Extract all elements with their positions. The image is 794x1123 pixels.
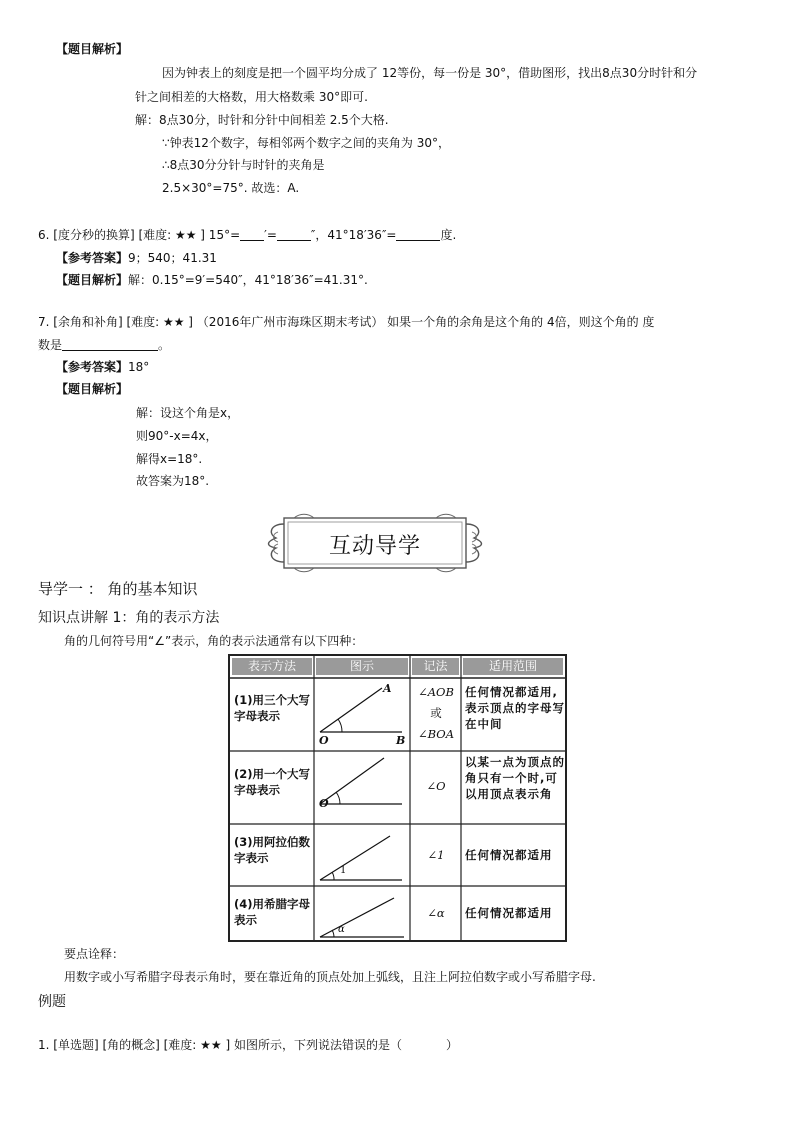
point-label: A <box>383 682 392 695</box>
example-heading: 例题 <box>38 994 66 1010</box>
question-analysis <box>56 271 368 288</box>
angle-diagram-3 <box>320 836 402 880</box>
question-text: 。 <box>158 338 171 352</box>
section-banner <box>264 512 486 574</box>
angle-diagram-2 <box>320 758 402 804</box>
notation-cell: ∠α <box>427 906 445 920</box>
analysis-line: 因为钟表上的刻度是把一个圆平均分成了 12等份，每一份是 30°，借助图形，找出8点30分时针和分 <box>162 66 698 80</box>
method-cell: (3)用阿拉伯数字表示 <box>234 835 311 865</box>
analysis-label: 【题目解析】 <box>56 42 129 56</box>
reference-answer <box>56 249 217 266</box>
answer-blank[interactable] <box>277 228 311 241</box>
question-7: 7. [余角和补角] [难度: ★★ ] （2016年广州市海珠区期末考试） 如果一个角的余角是这个角的 4倍，则这个角的 度 <box>38 315 655 329</box>
column-header: 记法 <box>412 658 459 675</box>
notation-cell: ∠BOA <box>417 727 455 741</box>
key-point-text: 用数字或小写希腊字母表示角时，要在靠近角的顶点处加上弧线，且注上阿拉伯数字或小写希腊字母. <box>64 970 596 984</box>
analysis-label: 【题目解析】 <box>56 382 129 396</box>
notation-cell: ∠O <box>426 779 446 793</box>
column-header: 表示方法 <box>232 658 312 675</box>
column-header: 适用范围 <box>463 658 563 675</box>
question-7-cont <box>38 336 170 353</box>
question-text: 数是 <box>38 338 63 352</box>
analysis-line: 解：8点30分，时针和分针中间相差 2.5个大格. <box>135 113 389 127</box>
knowledge-point-heading: 知识点讲解 1：角的表示方法 <box>38 610 220 626</box>
notation-cell: ∠AOB <box>418 685 454 699</box>
question-text: 度. <box>440 228 457 242</box>
section-heading: 导学一 ： 角的基本知识 <box>38 580 198 598</box>
answer-value: 18° <box>128 360 150 374</box>
analysis-line: 针之间相差的大格数，用大格数乘 30°即可. <box>135 90 368 104</box>
notation-cell: 或 <box>430 706 442 720</box>
question-text: 1. [单选题] [角的概念] [难度: ★★ ] 如图所示，下列说法错误的是（ <box>38 1038 402 1052</box>
question-text: 6. [度分秒的换算] [难度: ★★ ] 15°= <box>38 228 241 242</box>
answer-blank[interactable] <box>62 338 158 351</box>
solution-line: 解得x=18°. <box>136 452 203 466</box>
angle-diagram-4 <box>320 898 404 937</box>
solution-line: 故答案为18°. <box>136 474 210 488</box>
answer-label: 【参考答案】 <box>56 360 129 374</box>
angle-notation-table <box>228 654 567 942</box>
angle-label: α <box>338 924 345 935</box>
notation-cell: ∠1 <box>427 848 445 862</box>
solution-line: 解：设这个角是x， <box>136 406 240 420</box>
question-text: ′= <box>264 228 277 242</box>
question-text: ″，41°18′36″= <box>310 228 397 242</box>
method-cell: (4)用希腊字母表示 <box>234 897 311 927</box>
analysis-label: 【题目解析】 <box>56 273 129 287</box>
point-label: O <box>319 734 329 747</box>
method-cell: (2)用一个大写字母表示 <box>234 767 311 797</box>
reference-answer <box>56 358 149 375</box>
question-1 <box>38 1036 458 1053</box>
question-text: ） <box>446 1038 459 1052</box>
usage-cell: 任何情况都适用 <box>465 848 553 862</box>
angle-label: 1 <box>340 865 347 876</box>
analysis-line: ∴8点30分分针与时针的夹角是 <box>162 158 325 172</box>
method-cell: (1)用三个大写字母表示 <box>234 693 311 723</box>
answer-blank[interactable] <box>396 228 440 241</box>
answer-label: 【参考答案】 <box>56 251 129 265</box>
point-label: O <box>319 797 329 810</box>
question-6 <box>38 226 456 243</box>
analysis-line: 2.5×30°=75°. 故选：A. <box>162 181 300 195</box>
answer-value: 9；540；41.31 <box>128 251 217 265</box>
point-label: B <box>396 734 406 747</box>
answer-blank[interactable] <box>240 228 264 241</box>
column-header: 图示 <box>316 658 408 675</box>
usage-cell: 任何情况都适用 <box>465 906 553 920</box>
solution-line: 则90°-x=4x， <box>136 429 218 443</box>
banner-title: 互动导学 <box>328 534 421 559</box>
usage-cell: 以某一点为顶点的角只有一个时,可以用顶点表示角 <box>465 755 565 801</box>
usage-cell: 任何情况都适用,表示顶点的字母写在中间 <box>465 685 565 731</box>
analysis-line: ∵钟表12个数字，每相邻两个数字之间的夹角为 30°， <box>162 136 450 150</box>
key-point-label: 要点诠释： <box>64 947 125 961</box>
analysis-text: 解：0.15°=9′=540″，41°18′36″=41.31°. <box>128 273 368 287</box>
intro-text: 角的几何符号用“∠”表示，角的表示法通常有以下四种： <box>64 634 364 648</box>
